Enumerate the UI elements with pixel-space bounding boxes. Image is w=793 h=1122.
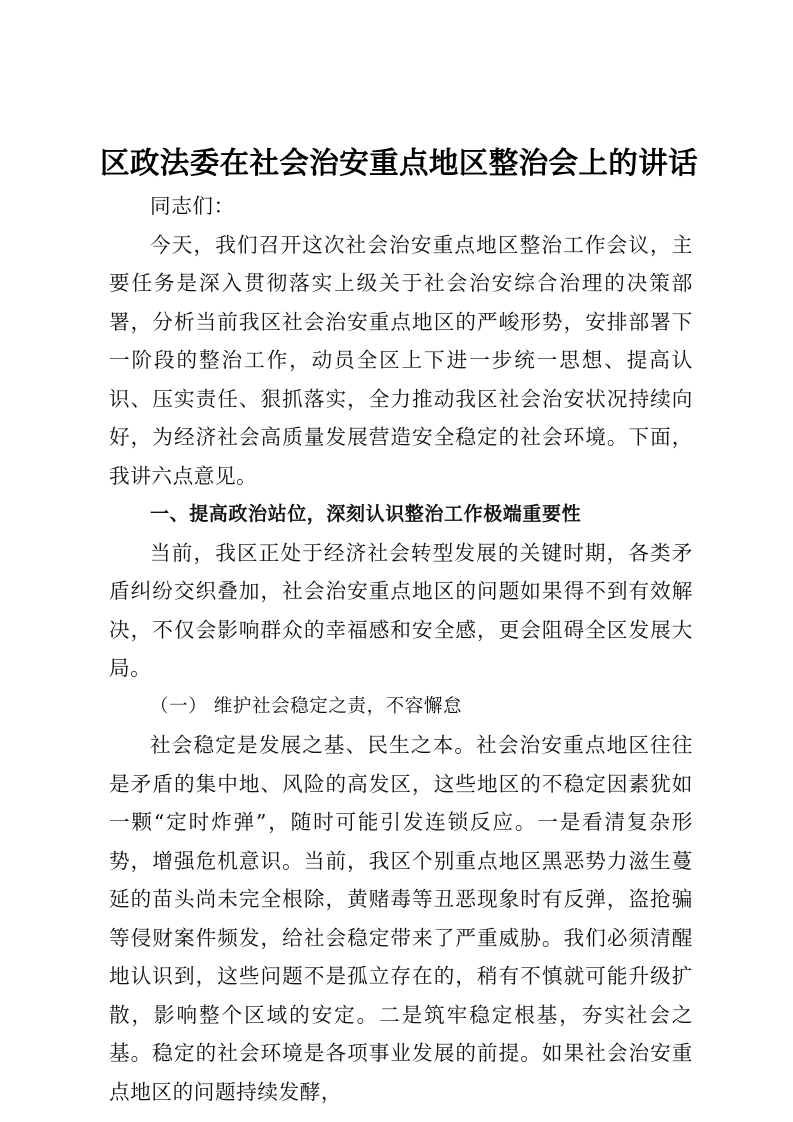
- subsection-heading: （一） 维护社会稳定之责，不容懈怠: [150, 695, 463, 717]
- paragraph-intro: 今天，我们召开这次社会治安重点地区整治工作会议，主要任务是深入贯彻落实上级关于社会治安综合治理的决策部署，分析当前我区社会治安重点地区的严峻形势，安排部署下一阶段的整治工作，动员全区上下进一步统一思想、提高认识、压实责任、狠抓落实，全力推动我区社会治安状况持续向好，为经济社会高质量发展营造安全稳定的社会环境。下面，我讲六点意见。: [109, 232, 693, 488]
- salutation: 同志们：: [150, 194, 235, 218]
- section-heading: 一、提高政治站位，深刻认识整治工作极端重要性: [150, 503, 582, 525]
- paragraph-subsection: 社会稳定是发展之基、民生之本。社会治安重点地区往往是矛盾的集中地、风险的高发区，这些地区的不稳定因素犹如一颗“定时炸弹”，随时可能引发连锁反应。一是看清复杂形势，增强危机意识。当前，我区个别重点地区黑恶势力滋生蔓延的苗头尚未完全根除，黄赌毒等丑恶现象时有反弹，盗抢骗等侵财案件频发，给社会稳定带来了严重威胁。我们必须清醒地认识到，这些问题不是孤立存在的，稍有不慎就可能升级扩散，影响整个区域的安定。二是筑牢稳定根基，夯实社会之基。稳定的社会环境是各项事业发展的前提。如果社会治安重点地区的问题持续发酵，: [109, 733, 693, 1104]
- paragraph-section-intro: 当前，我区正处于经济社会转型发展的关键时期，各类矛盾纠纷交织叠加，社会治安重点地区的问题如果得不到有效解决，不仅会影响群众的幸福感和安全感，更会阻碍全区发展大局。: [109, 540, 693, 680]
- document-title: 区政法委在社会治安重点地区整治会上的讲话: [100, 145, 699, 180]
- document-body: [109, 187, 693, 1111]
